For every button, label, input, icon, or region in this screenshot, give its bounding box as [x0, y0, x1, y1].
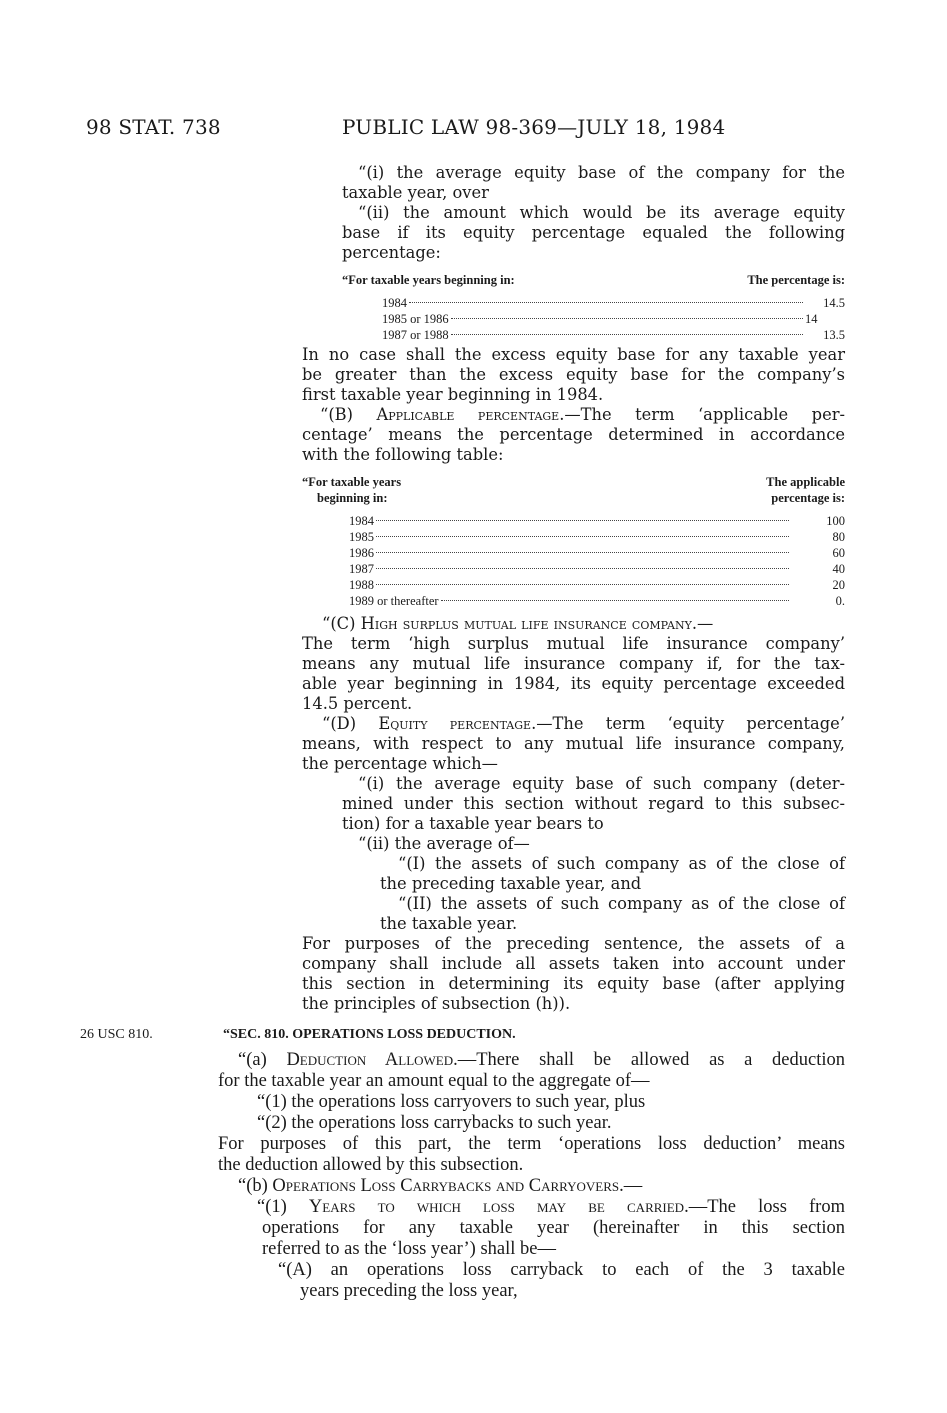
text-line: In no case shall the excess equity base for any taxable year: [302, 345, 845, 364]
table-header: “For taxable years: [302, 475, 402, 489]
text-line: “(i) the average equity base of such company (deter-: [358, 774, 845, 793]
paragraph-heading-line: “(B) Applicable percentage.—The term ‘applicable per-: [320, 405, 846, 424]
section-810-body: [218, 1050, 845, 1302]
text-line: able year beginning in 1984, its equity percentage exceeded: [302, 674, 845, 693]
table-row: 1989 or thereafter 0.: [349, 588, 845, 604]
text-line: the taxable year.: [380, 914, 518, 933]
text-line: referred to as the ‘loss year’) shall be—: [262, 1239, 556, 1259]
paragraph-heading: Years to which loss may be carried: [308, 1197, 685, 1217]
text-line: taxable year, over: [342, 183, 489, 202]
table-header: beginning in:: [317, 491, 388, 505]
text-line: “(II) the assets of such company as of the close of: [398, 894, 845, 913]
text-line: this section in determining its equity base (after applying: [302, 974, 845, 993]
text-line: the deduction allowed by this subsection.: [218, 1155, 524, 1175]
text-line: “(ii) the amount which would be its average equity: [358, 203, 845, 222]
text-line: percentage:: [342, 243, 441, 262]
text-line: be greater than the excess equity base for the company’s: [302, 365, 845, 384]
text-line: base if its equity percentage equaled the following: [342, 223, 845, 242]
text-line: “(I) the assets of such company as of the close of: [398, 854, 845, 873]
text-line: For purposes of this part, the term ‘operations loss deduction’ means: [218, 1134, 845, 1154]
table-row: 1985 80: [349, 524, 845, 540]
text-line: tion) for a taxable year bears to: [342, 814, 604, 833]
dot-leader: [409, 286, 803, 303]
margin-citation: 26 USC 810.: [80, 1027, 153, 1042]
dot-leader: [441, 584, 789, 601]
text-line: means, with respect to any mutual life insurance company,: [302, 734, 845, 753]
text-line: “(A) an operations loss carryback to each of the 3 taxable: [278, 1260, 845, 1280]
table-row: 1987 40: [349, 556, 845, 572]
page-reference: 98 STAT. 738: [86, 115, 221, 139]
text-line: “(1) the operations loss carryovers to such year, plus: [257, 1092, 646, 1112]
table-row: 1988 20: [349, 572, 845, 588]
text-line: the percentage which—: [302, 754, 498, 773]
text-line: For purposes of the preceding sentence, the assets of a: [302, 934, 845, 953]
table-header: “For taxable years beginning in:: [342, 273, 515, 287]
dot-leader: [376, 520, 789, 537]
dot-leader: [376, 552, 789, 569]
text-line: operations for any taxable year (hereinafter in this section: [262, 1218, 845, 1238]
dot-leader: [376, 504, 789, 521]
section-title: “SEC. 810. OPERATIONS LOSS DEDUCTION.: [223, 1027, 516, 1042]
paragraph-heading-line: “(1) Years to which loss may be carried.—The loss from: [257, 1197, 845, 1217]
table-header: The applicable: [766, 475, 845, 489]
paragraph-heading: Deduction Allowed: [286, 1050, 454, 1070]
text-line: company shall include all assets taken into account under: [302, 954, 845, 973]
paragraph-heading: Equity percentage: [378, 714, 532, 733]
text-line: “(2) the operations loss carrybacks to such year.: [257, 1113, 612, 1133]
paragraph-block: [302, 614, 845, 1014]
percentage-table: [342, 272, 845, 342]
table-header: percentage is:: [771, 491, 845, 505]
paragraph-heading: Applicable percentage: [376, 405, 560, 424]
table-row: 1986 60: [349, 540, 845, 556]
paragraph-heading-line: “(b) Operations Loss Carrybacks and Carryovers.—: [238, 1176, 643, 1196]
text-line: “(ii) the average of—: [358, 834, 530, 853]
table-row: 1985 or 1986 14: [382, 306, 845, 322]
paragraph-heading-line: “(D) Equity percentage.—The term ‘equity percentage’: [322, 714, 845, 733]
text-line: with the following table:: [302, 445, 504, 464]
table-row: 1984 14.5: [382, 290, 845, 306]
text-line: The term ‘high surplus mutual life insurance company’: [302, 634, 845, 653]
paragraph-block: [302, 345, 845, 465]
text-line: “(i) the average equity base of the company for the: [358, 163, 845, 182]
text-line: means any mutual life insurance company if, for the tax-: [302, 654, 845, 673]
text-line: centage’ means the percentage determined in accordance: [302, 425, 845, 444]
text-line: 14.5 percent.: [302, 694, 413, 713]
paragraph-heading: Operations Loss Carrybacks and Carryovers: [272, 1176, 620, 1196]
table-row: 1984 100: [349, 508, 845, 524]
text-line: years preceding the loss year,: [300, 1281, 518, 1301]
text-line: for the taxable year an amount equal to the aggregate of—: [218, 1071, 650, 1091]
paragraph-heading: High surplus mutual life insurance company: [360, 614, 692, 633]
dot-leader: [451, 318, 803, 335]
dot-leader: [376, 536, 789, 553]
text-line: first taxable year beginning in 1984.: [302, 385, 604, 404]
text-line: the preceding taxable year, and: [380, 874, 642, 893]
paragraph-heading-line: “(C) High surplus mutual life insurance company.—: [322, 614, 714, 633]
table-header: The percentage is:: [747, 273, 845, 287]
text-line: the principles of subsection (h)).: [302, 994, 571, 1013]
dot-leader: [376, 568, 789, 585]
text-line: mined under this section without regard to this subsec-: [342, 794, 845, 813]
page-header-title: PUBLIC LAW 98-369—JULY 18, 1984: [342, 115, 726, 139]
dot-leader: [451, 302, 803, 319]
paragraph-block: [342, 163, 845, 263]
paragraph-heading-line: “(a) Deduction Allowed.—There shall be allowed as a deduction: [238, 1050, 845, 1070]
applicable-percentage-table: [302, 474, 845, 608]
table-row: 1987 or 1988 13.5: [382, 322, 845, 338]
